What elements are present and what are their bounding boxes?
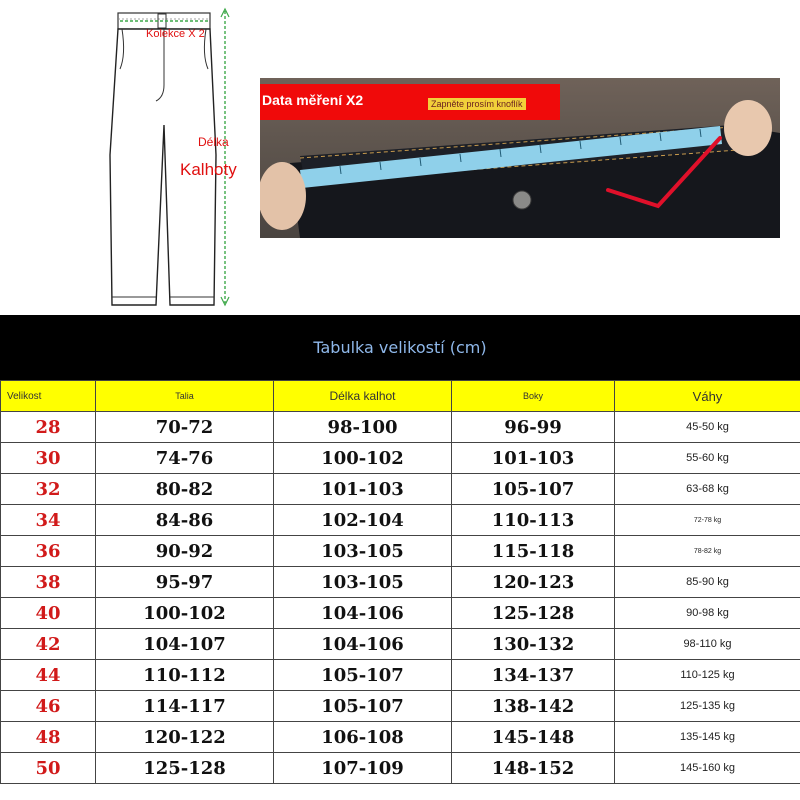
cell-length: 98-100 xyxy=(274,412,452,443)
table-row xyxy=(1,443,800,474)
cell-size: 42 xyxy=(1,629,96,660)
cell-length: 101-103 xyxy=(274,474,452,505)
cell-hips: 120-123 xyxy=(452,567,615,598)
cell-hips: 148-152 xyxy=(452,753,615,784)
cell-size: 28 xyxy=(1,412,96,443)
measurement-photo xyxy=(260,78,780,238)
cell-length: 102-104 xyxy=(274,505,452,536)
cell-hips: 125-128 xyxy=(452,598,615,629)
cell-weight: 45-50 kg xyxy=(615,412,800,443)
cell-waist: 100-102 xyxy=(96,598,274,629)
cell-size: 36 xyxy=(1,536,96,567)
cell-size: 34 xyxy=(1,505,96,536)
cell-waist: 90-92 xyxy=(96,536,274,567)
cell-waist: 104-107 xyxy=(96,629,274,660)
measurement-banner-text: Data měření X2 xyxy=(262,92,364,108)
cell-waist: 110-112 xyxy=(96,660,274,691)
table-row xyxy=(1,598,800,629)
cell-waist: 120-122 xyxy=(96,722,274,753)
cell-weight: 98-110 kg xyxy=(615,629,800,660)
cell-weight: 110-125 kg xyxy=(615,660,800,691)
button-note: Zapněte prosím knoflík xyxy=(428,98,526,110)
size-table-header xyxy=(0,315,800,380)
cell-size: 48 xyxy=(1,722,96,753)
col-header-hips: Boky xyxy=(452,381,615,412)
table-row xyxy=(1,660,800,691)
cell-length: 104-106 xyxy=(274,629,452,660)
cell-weight: 78-82 kg xyxy=(615,536,800,567)
table-row xyxy=(1,753,800,784)
table-row xyxy=(1,691,800,722)
cell-waist: 125-128 xyxy=(96,753,274,784)
trousers-diagram-icon xyxy=(100,5,250,310)
cell-size: 32 xyxy=(1,474,96,505)
cell-length: 100-102 xyxy=(274,443,452,474)
cell-length: 103-105 xyxy=(274,536,452,567)
table-row xyxy=(1,474,800,505)
cell-hips: 96-99 xyxy=(452,412,615,443)
table-row xyxy=(1,722,800,753)
cell-size: 44 xyxy=(1,660,96,691)
cell-weight: 135-145 kg xyxy=(615,722,800,753)
measurement-illustration xyxy=(0,0,800,315)
cell-hips: 145-148 xyxy=(452,722,615,753)
table-row xyxy=(1,412,800,443)
cell-length: 106-108 xyxy=(274,722,452,753)
col-header-weight: Váhy xyxy=(615,381,800,412)
cell-length: 107-109 xyxy=(274,753,452,784)
length-measure-label: Délka xyxy=(198,135,229,149)
col-header-size: Velikost xyxy=(1,381,96,412)
measurement-banner xyxy=(260,84,560,120)
col-header-waist: Talia xyxy=(96,381,274,412)
cell-waist: 70-72 xyxy=(96,412,274,443)
cell-size: 38 xyxy=(1,567,96,598)
table-row xyxy=(1,567,800,598)
cell-hips: 115-118 xyxy=(452,536,615,567)
table-row xyxy=(1,629,800,660)
cell-waist: 84-86 xyxy=(96,505,274,536)
cell-hips: 130-132 xyxy=(452,629,615,660)
cell-hips: 110-113 xyxy=(452,505,615,536)
cell-weight: 125-135 kg xyxy=(615,691,800,722)
table-header-row xyxy=(1,381,800,412)
cell-size: 46 xyxy=(1,691,96,722)
cell-weight: 55-60 kg xyxy=(615,443,800,474)
cell-weight: 90-98 kg xyxy=(615,598,800,629)
cell-weight: 85-90 kg xyxy=(615,567,800,598)
table-row xyxy=(1,536,800,567)
cell-weight: 72-78 kg xyxy=(615,505,800,536)
length-measure-label-2: Kalhoty xyxy=(180,160,237,179)
cell-hips: 134-137 xyxy=(452,660,615,691)
cell-length: 105-107 xyxy=(274,660,452,691)
size-table-title: Tabulka velikostí (cm) xyxy=(313,338,487,357)
cell-size: 30 xyxy=(1,443,96,474)
cell-weight: 63-68 kg xyxy=(615,474,800,505)
cell-weight: 145-160 kg xyxy=(615,753,800,784)
cell-hips: 105-107 xyxy=(452,474,615,505)
cell-length: 104-106 xyxy=(274,598,452,629)
cell-hips: 138-142 xyxy=(452,691,615,722)
cell-waist: 95-97 xyxy=(96,567,274,598)
cell-length: 105-107 xyxy=(274,691,452,722)
col-header-length: Délka kalhot xyxy=(274,381,452,412)
size-table xyxy=(0,380,800,784)
cell-size: 50 xyxy=(1,753,96,784)
cell-length: 103-105 xyxy=(274,567,452,598)
cell-waist: 114-117 xyxy=(96,691,274,722)
cell-waist: 80-82 xyxy=(96,474,274,505)
waist-measure-label: Kolekce X 2 xyxy=(146,28,205,40)
cell-waist: 74-76 xyxy=(96,443,274,474)
table-row xyxy=(1,505,800,536)
cell-hips: 101-103 xyxy=(452,443,615,474)
cell-size: 40 xyxy=(1,598,96,629)
